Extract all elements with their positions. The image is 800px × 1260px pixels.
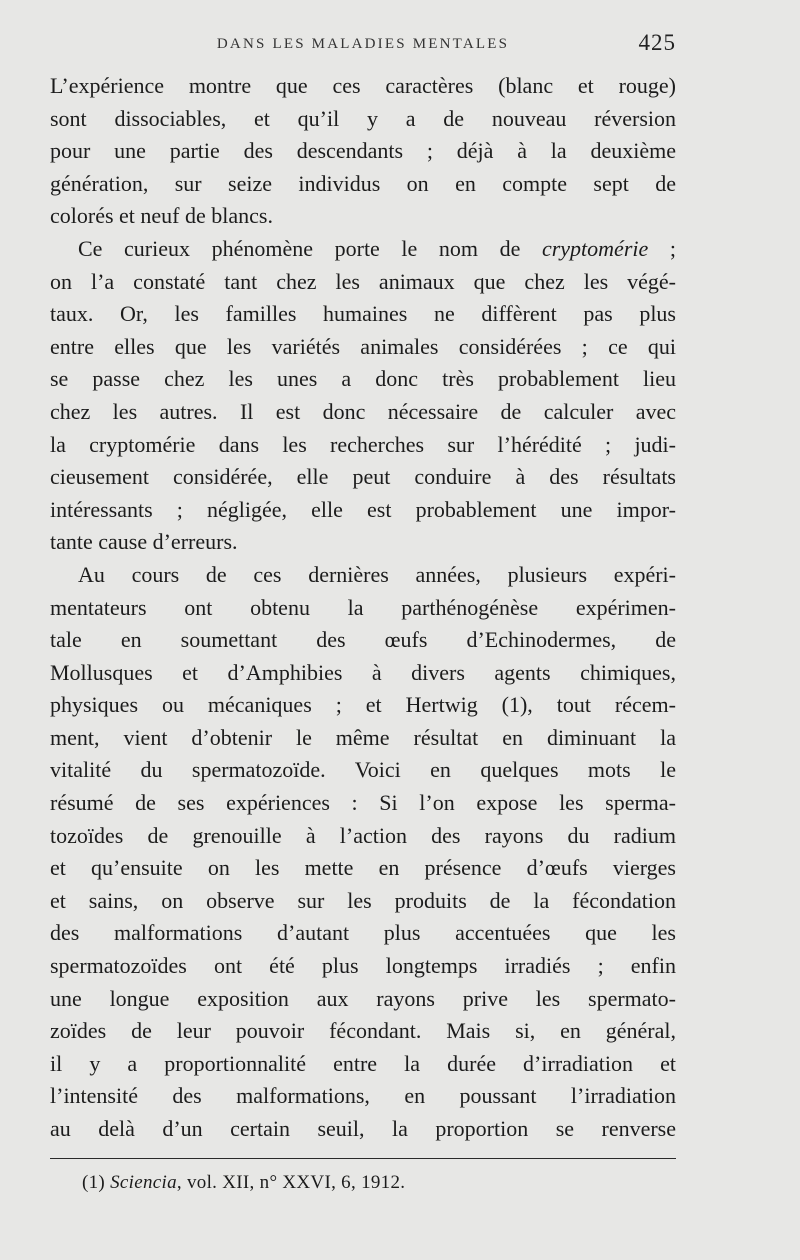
text-line: une longue exposition aux rayons prive les spermato-: [50, 985, 676, 1011]
text-line: et sains, on observe sur les produits de la fécondation: [50, 887, 676, 913]
page-header: [50, 30, 676, 64]
text-line: l’intensité des malformations, en poussant l’irradiation: [50, 1083, 676, 1109]
text-line: pour une partie des descendants ; déjà à la deuxième: [50, 138, 676, 164]
text-line: la cryptomérie dans les recherches sur l’hérédité ; judi-: [50, 431, 676, 457]
footnote: [82, 1172, 405, 1194]
text-line: [50, 233, 676, 266]
text-line: vitalité du spermatozoïde. Voici en quelques mots le: [50, 757, 676, 783]
text-line: ment, vient d’obtenir le même résultat en diminuant la: [50, 724, 676, 750]
text-line: au delà d’un certain seuil, la proportion se renverse: [50, 1116, 676, 1141]
text-line: tante cause d’erreurs.: [50, 529, 238, 555]
running-title: DANS LES MALADIES MENTALES: [216, 36, 510, 52]
text-line: Au cours de ces dernières années, plusieurs expéri-: [78, 561, 676, 587]
body-text: [50, 70, 676, 1146]
text-line: sont dissociables, et qu’il y a de nouveau réversion: [50, 105, 676, 131]
text-line: mentateurs ont obtenu la parthénogénèse expérimen-: [50, 594, 676, 620]
text-line: tozoïdes de grenouille à l’action des rayons du radium: [50, 822, 676, 848]
text-line: on l’a constaté tant chez les animaux que chez les végé-: [50, 268, 676, 294]
text-line: chez les autres. Il est donc nécessaire de calculer avec: [50, 398, 676, 424]
italic-term: cryptomérie: [541, 235, 649, 261]
text-line: des malformations d’autant plus accentuées que les: [50, 920, 676, 946]
text-line: colorés et neuf de blancs.: [50, 203, 273, 229]
footnote-marker: (1): [82, 1172, 106, 1193]
text-line: intéressants ; négligée, elle est probablement une impor-: [50, 496, 676, 522]
footnote-separator: [50, 1158, 676, 1159]
text-line: taux. Or, les familles humaines ne diffèrent pas plus: [50, 301, 676, 327]
text-line: et qu’ensuite on les mette en présence d’œufs vierges: [50, 855, 676, 881]
text-line: il y a proportionnalité entre la durée d’irradiation et: [50, 1050, 676, 1076]
footnote-details: , vol. XII, n° XXVI, 6, 1912.: [176, 1172, 406, 1193]
text-line: génération, sur seize individus on en compte sept de: [50, 170, 676, 196]
text-line: tale en soumettant des œufs d’Echinodermes, de: [50, 627, 676, 653]
text-line: spermatozoïdes ont été plus longtemps irradiés ; enfin: [50, 953, 676, 979]
text-line: physiques ou mécaniques ; et Hertwig (1), tout récem-: [50, 692, 676, 718]
text-segment: Ce curieux phénomène porte le nom de: [78, 235, 542, 261]
text-line: Mollusques et d’Amphibies à divers agents chimiques,: [50, 659, 676, 685]
text-line: zoïdes de leur pouvoir fécondant. Mais si, en général,: [50, 1018, 676, 1044]
text-line: entre elles que les variétés animales considérées ; ce qui: [50, 333, 676, 359]
text-line: L’expérience montre que ces caractères (blanc et rouge): [50, 73, 676, 98]
text-line: cieusement considérée, elle peut conduire à des résultats: [50, 464, 676, 490]
text-line: résumé de ses expériences : Si l’on expose les sperma-: [50, 790, 676, 816]
footnote-journal: Sciencia: [110, 1172, 177, 1193]
text-line: se passe chez les unes a donc très probablement lieu: [50, 366, 676, 392]
text-segment: ;: [648, 235, 676, 261]
page-number: 425: [638, 30, 676, 55]
